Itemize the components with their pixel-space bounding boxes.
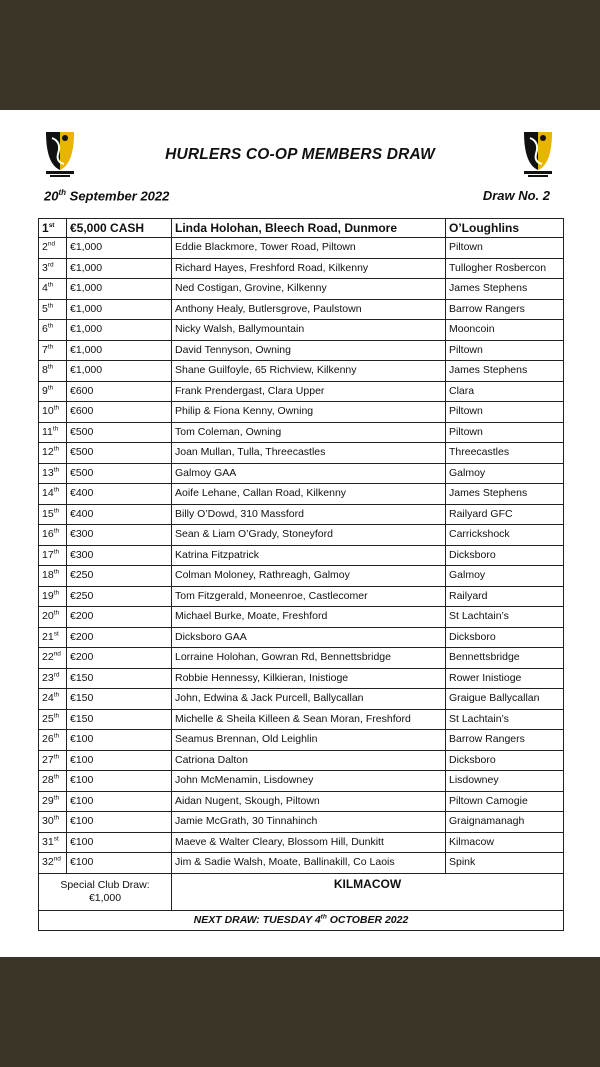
position-cell: 1st [39,219,67,238]
club-cell: Dicksboro [446,750,564,771]
winner-name-cell: Michael Burke, Moate, Freshford [172,607,446,628]
top-band [0,0,600,110]
club-cell: St Lachtain’s [446,709,564,730]
prize-cell: €1,000 [67,238,172,259]
club-cell: Carrickshock [446,525,564,546]
club-cell: O’Loughlins [446,219,564,238]
club-cell: Spink [446,853,564,874]
club-cell: Barrow Rangers [446,730,564,751]
table-row [39,812,564,833]
prize-cell: €100 [67,832,172,853]
winner-name-cell: Colman Moloney, Rathreagh, Galmoy [172,566,446,587]
table-row [39,299,564,320]
prize-cell: €1,000 [67,361,172,382]
prize-cell: €1,000 [67,320,172,341]
position-cell: 30th [39,812,67,833]
table-row [39,709,564,730]
winner-name-cell: Eddie Blackmore, Tower Road, Piltown [172,238,446,259]
club-cell: Piltown [446,238,564,259]
winner-name-cell: Philip & Fiona Kenny, Owning [172,402,446,423]
position-cell: 25th [39,709,67,730]
table-row [39,463,564,484]
table-row [39,771,564,792]
club-cell: Lisdowney [446,771,564,792]
table-row [39,627,564,648]
table-row [39,689,564,710]
winner-name-cell: Joan Mullan, Tulla, Threecastles [172,443,446,464]
club-cell: Bennettsbridge [446,648,564,669]
winner-name-cell: Shane Guilfoyle, 65 Richview, Kilkenny [172,361,446,382]
position-cell: 21st [39,627,67,648]
prize-cell: €500 [67,463,172,484]
table-row [39,381,564,402]
table-row [39,238,564,259]
prize-cell: €1,000 [67,258,172,279]
prize-cell: €100 [67,853,172,874]
prize-cell: €250 [67,586,172,607]
special-club-draw-row [39,873,564,910]
prize-cell: €400 [67,504,172,525]
table-row [39,586,564,607]
prize-cell: €500 [67,422,172,443]
winner-name-cell: Dicksboro GAA [172,627,446,648]
club-cell: Tullogher Rosbercon [446,258,564,279]
table-row [39,832,564,853]
club-cell: Threecastles [446,443,564,464]
club-cell: James Stephens [446,361,564,382]
position-cell: 17th [39,545,67,566]
position-cell: 12th [39,443,67,464]
winner-name-cell: Robbie Hennessy, Kilkieran, Inistioge [172,668,446,689]
club-cell: Barrow Rangers [446,299,564,320]
winner-name-cell: Michelle & Sheila Killeen & Sean Moran, Freshford [172,709,446,730]
prize-cell: €300 [67,525,172,546]
prize-cell: €100 [67,730,172,751]
winner-name-cell: Richard Hayes, Freshford Road, Kilkenny [172,258,446,279]
bottom-band [0,957,600,1067]
position-cell: 8th [39,361,67,382]
table-row [39,443,564,464]
position-cell: 24th [39,689,67,710]
prize-cell: €100 [67,771,172,792]
prize-cell: €100 [67,750,172,771]
position-cell: 28th [39,771,67,792]
position-cell: 2nd [39,238,67,259]
club-cell: Mooncoin [446,320,564,341]
club-cell: Clara [446,381,564,402]
club-cell: Graignamanagh [446,812,564,833]
position-cell: 22nd [39,648,67,669]
club-cell: Piltown [446,340,564,361]
table-row [39,853,564,874]
table-row [39,545,564,566]
winner-name-cell: Sean & Liam O’Grady, Stoneyford [172,525,446,546]
next-draw-text: NEXT DRAW: TUESDAY 4th OCTOBER 2022 [39,910,564,930]
position-cell: 14th [39,484,67,505]
prize-cell: €1,000 [67,340,172,361]
table-row [39,504,564,525]
club-cell: Railyard GFC [446,504,564,525]
table-row [39,566,564,587]
table-row [39,340,564,361]
club-cell: Kilmacow [446,832,564,853]
club-cell: Dicksboro [446,627,564,648]
position-cell: 27th [39,750,67,771]
winner-name-cell: John McMenamin, Lisdowney [172,771,446,792]
club-cell: James Stephens [446,484,564,505]
club-cell: Galmoy [446,566,564,587]
position-cell: 4th [39,279,67,300]
special-club-draw-label: Special Club Draw: €1,000 [39,873,172,910]
table-row [39,402,564,423]
prize-cell: €400 [67,484,172,505]
prize-cell: €150 [67,689,172,710]
prize-cell: €250 [67,566,172,587]
position-cell: 5th [39,299,67,320]
prize-cell: €1,000 [67,279,172,300]
position-cell: 13th [39,463,67,484]
winner-name-cell: Katrina Fitzpatrick [172,545,446,566]
special-club-draw-winner: KILMACOW [172,873,564,910]
prize-cell: €200 [67,627,172,648]
position-cell: 20th [39,607,67,628]
winner-name-cell: Maeve & Walter Cleary, Blossom Hill, Dunkitt [172,832,446,853]
prize-cell: €200 [67,648,172,669]
next-draw-row [39,910,564,930]
winner-name-cell: Aidan Nugent, Skough, Piltown [172,791,446,812]
draw-number: Draw No. 2 [482,188,550,203]
club-cell: Dicksboro [446,545,564,566]
position-cell: 10th [39,402,67,423]
prize-cell: €1,000 [67,299,172,320]
winner-name-cell: Linda Holohan, Bleech Road, Dunmore [172,219,446,238]
winner-name-cell: Billy O’Dowd, 310 Massford [172,504,446,525]
winner-name-cell: Ned Costigan, Grovine, Kilkenny [172,279,446,300]
club-cell: James Stephens [446,279,564,300]
position-cell: 7th [39,340,67,361]
winner-name-cell: Anthony Healy, Butlersgrove, Paulstown [172,299,446,320]
table-row [39,791,564,812]
prize-cell: €600 [67,402,172,423]
table-row [39,320,564,341]
results-table [38,218,564,931]
table-row [39,525,564,546]
winner-name-cell: Tom Fitzgerald, Moneenroe, Castlecomer [172,586,446,607]
position-cell: 16th [39,525,67,546]
table-row [39,484,564,505]
winner-name-cell: Aoife Lehane, Callan Road, Kilkenny [172,484,446,505]
winner-name-cell: Lorraine Holohan, Gowran Rd, Bennettsbridge [172,648,446,669]
table-row [39,258,564,279]
winner-name-cell: David Tennyson, Owning [172,340,446,361]
winner-name-cell: Jamie McGrath, 30 Tinnahinch [172,812,446,833]
draw-date: 20th September 2022 [44,188,170,204]
table-row [39,279,564,300]
position-cell: 23rd [39,668,67,689]
position-cell: 26th [39,730,67,751]
prize-cell: €150 [67,709,172,730]
table-row [39,648,564,669]
prize-cell: €100 [67,812,172,833]
position-cell: 6th [39,320,67,341]
position-cell: 11th [39,422,67,443]
table-row [39,668,564,689]
table-row [39,361,564,382]
table-row [39,607,564,628]
prize-cell: €500 [67,443,172,464]
table-row [39,730,564,751]
position-cell: 31st [39,832,67,853]
club-cell: Piltown Camogie [446,791,564,812]
position-cell: 3rd [39,258,67,279]
draw-results-sheet [0,110,600,957]
club-cell: Railyard [446,586,564,607]
club-cell: Piltown [446,422,564,443]
prize-cell: €5,000 CASH [67,219,172,238]
position-cell: 19th [39,586,67,607]
winner-name-cell: Galmoy GAA [172,463,446,484]
position-cell: 32nd [39,853,67,874]
winner-name-cell: Seamus Brennan, Old Leighlin [172,730,446,751]
page-title: HURLERS CO-OP MEMBERS DRAW [165,146,435,163]
winner-name-cell: Jim & Sadie Walsh, Moate, Ballinakill, Co Laois [172,853,446,874]
club-cell: Galmoy [446,463,564,484]
position-cell: 9th [39,381,67,402]
prize-cell: €600 [67,381,172,402]
club-cell: Graigue Ballycallan [446,689,564,710]
winner-name-cell: Frank Prendergast, Clara Upper [172,381,446,402]
winner-name-cell: Catriona Dalton [172,750,446,771]
club-cell: Rower Inistioge [446,668,564,689]
table-row [39,750,564,771]
table-row [39,219,564,238]
position-cell: 18th [39,566,67,587]
club-cell: Piltown [446,402,564,423]
position-cell: 15th [39,504,67,525]
club-cell: St Lachtain’s [446,607,564,628]
prize-cell: €200 [67,607,172,628]
prize-cell: €100 [67,791,172,812]
prize-cell: €150 [67,668,172,689]
table-row [39,422,564,443]
position-cell: 29th [39,791,67,812]
winner-name-cell: Nicky Walsh, Ballymountain [172,320,446,341]
prize-cell: €300 [67,545,172,566]
winner-name-cell: Tom Coleman, Owning [172,422,446,443]
winner-name-cell: John, Edwina & Jack Purcell, Ballycallan [172,689,446,710]
